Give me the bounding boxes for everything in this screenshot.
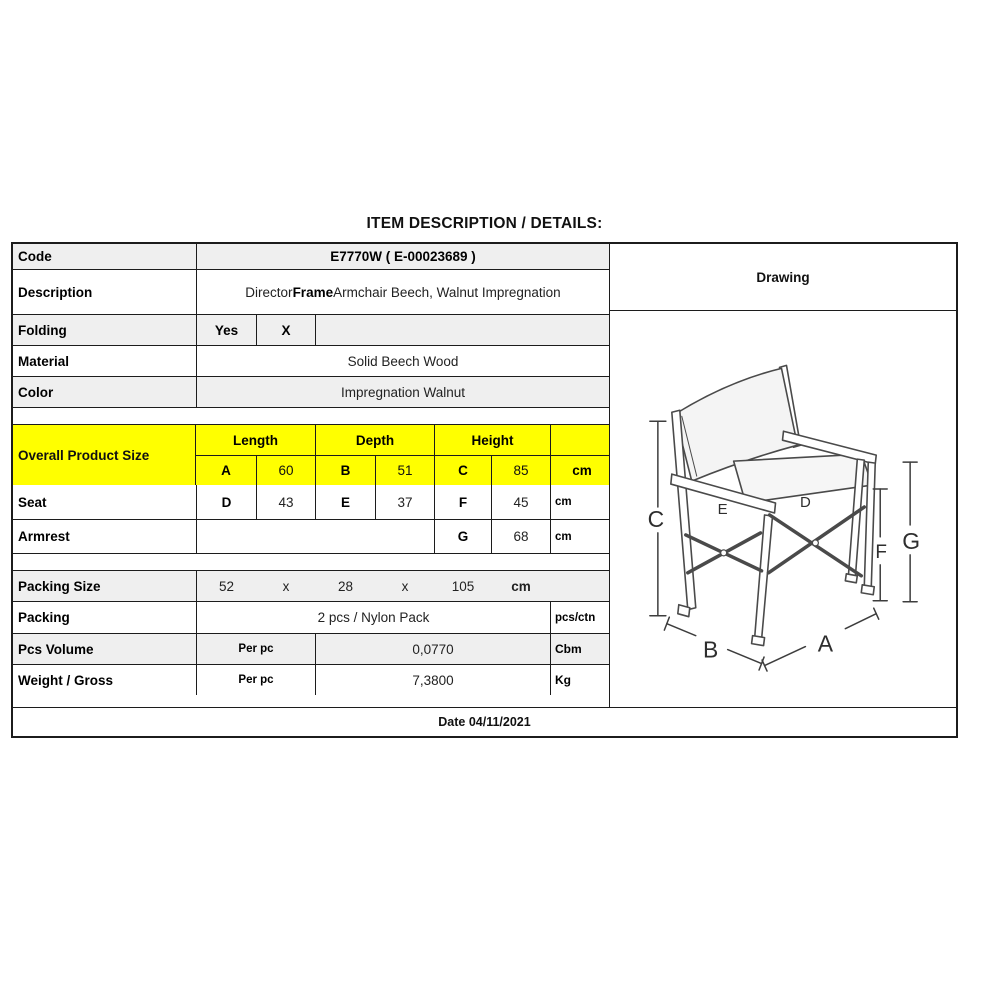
packing-size-label: Packing Size	[18, 578, 101, 594]
weight-value: 7,3800	[315, 665, 550, 695]
packing-label: Packing	[18, 610, 70, 625]
dim-e-key: E	[315, 485, 375, 519]
weight-label: Weight / Gross	[18, 672, 114, 688]
armrest-empty	[196, 520, 434, 553]
table-row-description	[13, 269, 609, 314]
code-label: Code	[18, 249, 52, 264]
chair-brace-bolt-front	[812, 540, 818, 546]
table-row-material	[13, 345, 609, 376]
description-suffix: Armchair Beech, Walnut Impregnation	[333, 284, 561, 300]
size-values-row	[196, 455, 609, 485]
table-row-color	[13, 376, 609, 407]
dim-label-f: F	[875, 541, 888, 563]
dim-g-key: G	[434, 520, 491, 553]
packing-value: 2 pcs / Nylon Pack	[196, 602, 550, 633]
description-prefix: Director	[245, 284, 293, 300]
overall-unit: cm	[550, 456, 609, 485]
date-row: Date 04/11/2021	[13, 707, 956, 736]
material-label: Material	[18, 353, 70, 369]
spacer-row	[13, 553, 609, 570]
dim-label-e: E	[717, 500, 728, 518]
dim-line-b	[667, 624, 696, 636]
dim-label-g: G	[902, 527, 921, 554]
description-label: Description	[18, 284, 93, 300]
folding-label: Folding	[18, 322, 67, 338]
chair-brace-bolt-left	[721, 550, 727, 556]
table-row-folding	[13, 314, 609, 345]
weight-unit: Kg	[550, 665, 609, 695]
size-header-row	[196, 425, 609, 455]
chair-rear-right-foot	[845, 574, 857, 583]
table-row-weight	[13, 664, 609, 695]
packing-size-x2: x	[401, 578, 409, 594]
chair-front-right-foot	[861, 585, 874, 595]
packing-size-values	[196, 571, 609, 601]
length-header: Length	[233, 432, 278, 448]
table-row-code	[13, 244, 609, 269]
color-label: Color	[18, 384, 54, 400]
director-chair-illustration	[610, 311, 956, 707]
seat-unit: cm	[550, 485, 609, 519]
dim-line-a	[765, 647, 806, 666]
chair-rear-left-foot	[678, 605, 690, 617]
drawing-panel	[610, 244, 956, 707]
dim-b-key: B	[315, 456, 375, 485]
table-row-packing-size	[13, 570, 609, 601]
table-row-armrest	[13, 519, 609, 553]
dim-tick	[874, 608, 879, 619]
chair-drawing	[610, 311, 956, 707]
chair-front-left-foot	[752, 636, 765, 646]
packing-size-unit: cm	[511, 578, 531, 594]
color-value: Impregnation Walnut	[196, 377, 609, 407]
dim-label-c: C	[647, 505, 665, 532]
seat-label: Seat	[18, 494, 47, 510]
overall-size-block	[13, 424, 609, 485]
packing-size-x1: x	[282, 578, 290, 594]
drawing-header: Drawing	[610, 244, 956, 311]
dim-d-value: 43	[256, 485, 315, 519]
overall-size-label: Overall Product Size	[13, 425, 196, 485]
description-value	[196, 270, 609, 314]
dim-line-a	[845, 614, 876, 629]
page-title: ITEM DESCRIPTION / DETAILS:	[366, 215, 603, 232]
spec-table	[11, 242, 958, 738]
table-row-packing	[13, 601, 609, 633]
dim-c-value: 85	[491, 456, 550, 485]
material-value: Solid Beech Wood	[196, 346, 609, 376]
table-row-seat	[13, 485, 609, 519]
code-value: E7770W ( E-00023689 )	[196, 244, 609, 269]
size-header-empty	[550, 425, 609, 455]
dim-label-d: D	[800, 494, 811, 512]
dim-d-key: D	[196, 485, 256, 519]
dim-a-value: 60	[256, 456, 315, 485]
dim-label-a: A	[817, 630, 834, 657]
depth-header: Depth	[315, 425, 434, 455]
packing-size-v1: 52	[218, 578, 235, 594]
armrest-unit: cm	[550, 520, 609, 553]
table-row-pcs-volume	[13, 633, 609, 664]
folding-empty	[315, 315, 609, 345]
dim-label-b: B	[703, 636, 719, 663]
pcs-volume-unit: Cbm	[550, 634, 609, 664]
description-bold-word: Frame	[292, 284, 334, 300]
dim-e-value: 37	[375, 485, 434, 519]
packing-unit: pcs/ctn	[550, 602, 609, 633]
spacer-row	[13, 407, 609, 424]
dim-c-key: C	[434, 456, 491, 485]
folding-x: X	[256, 315, 315, 345]
pcs-volume-value: 0,0770	[315, 634, 550, 664]
dim-g-value: 68	[491, 520, 550, 553]
pcs-volume-per: Per pc	[196, 634, 315, 664]
dim-b-value: 51	[375, 456, 434, 485]
weight-per: Per pc	[196, 665, 315, 695]
folding-yes: Yes	[196, 315, 256, 345]
details-table	[13, 244, 610, 707]
height-header: Height	[434, 425, 550, 455]
dim-f-value: 45	[491, 485, 550, 519]
dim-line-b	[728, 650, 762, 664]
pcs-volume-label: Pcs Volume	[18, 641, 94, 657]
packing-size-v2: 28	[337, 578, 354, 594]
armrest-label: Armrest	[18, 529, 70, 544]
packing-size-v3: 105	[451, 578, 475, 594]
dim-a-key: A	[221, 463, 231, 478]
dim-f-key: F	[434, 485, 491, 519]
